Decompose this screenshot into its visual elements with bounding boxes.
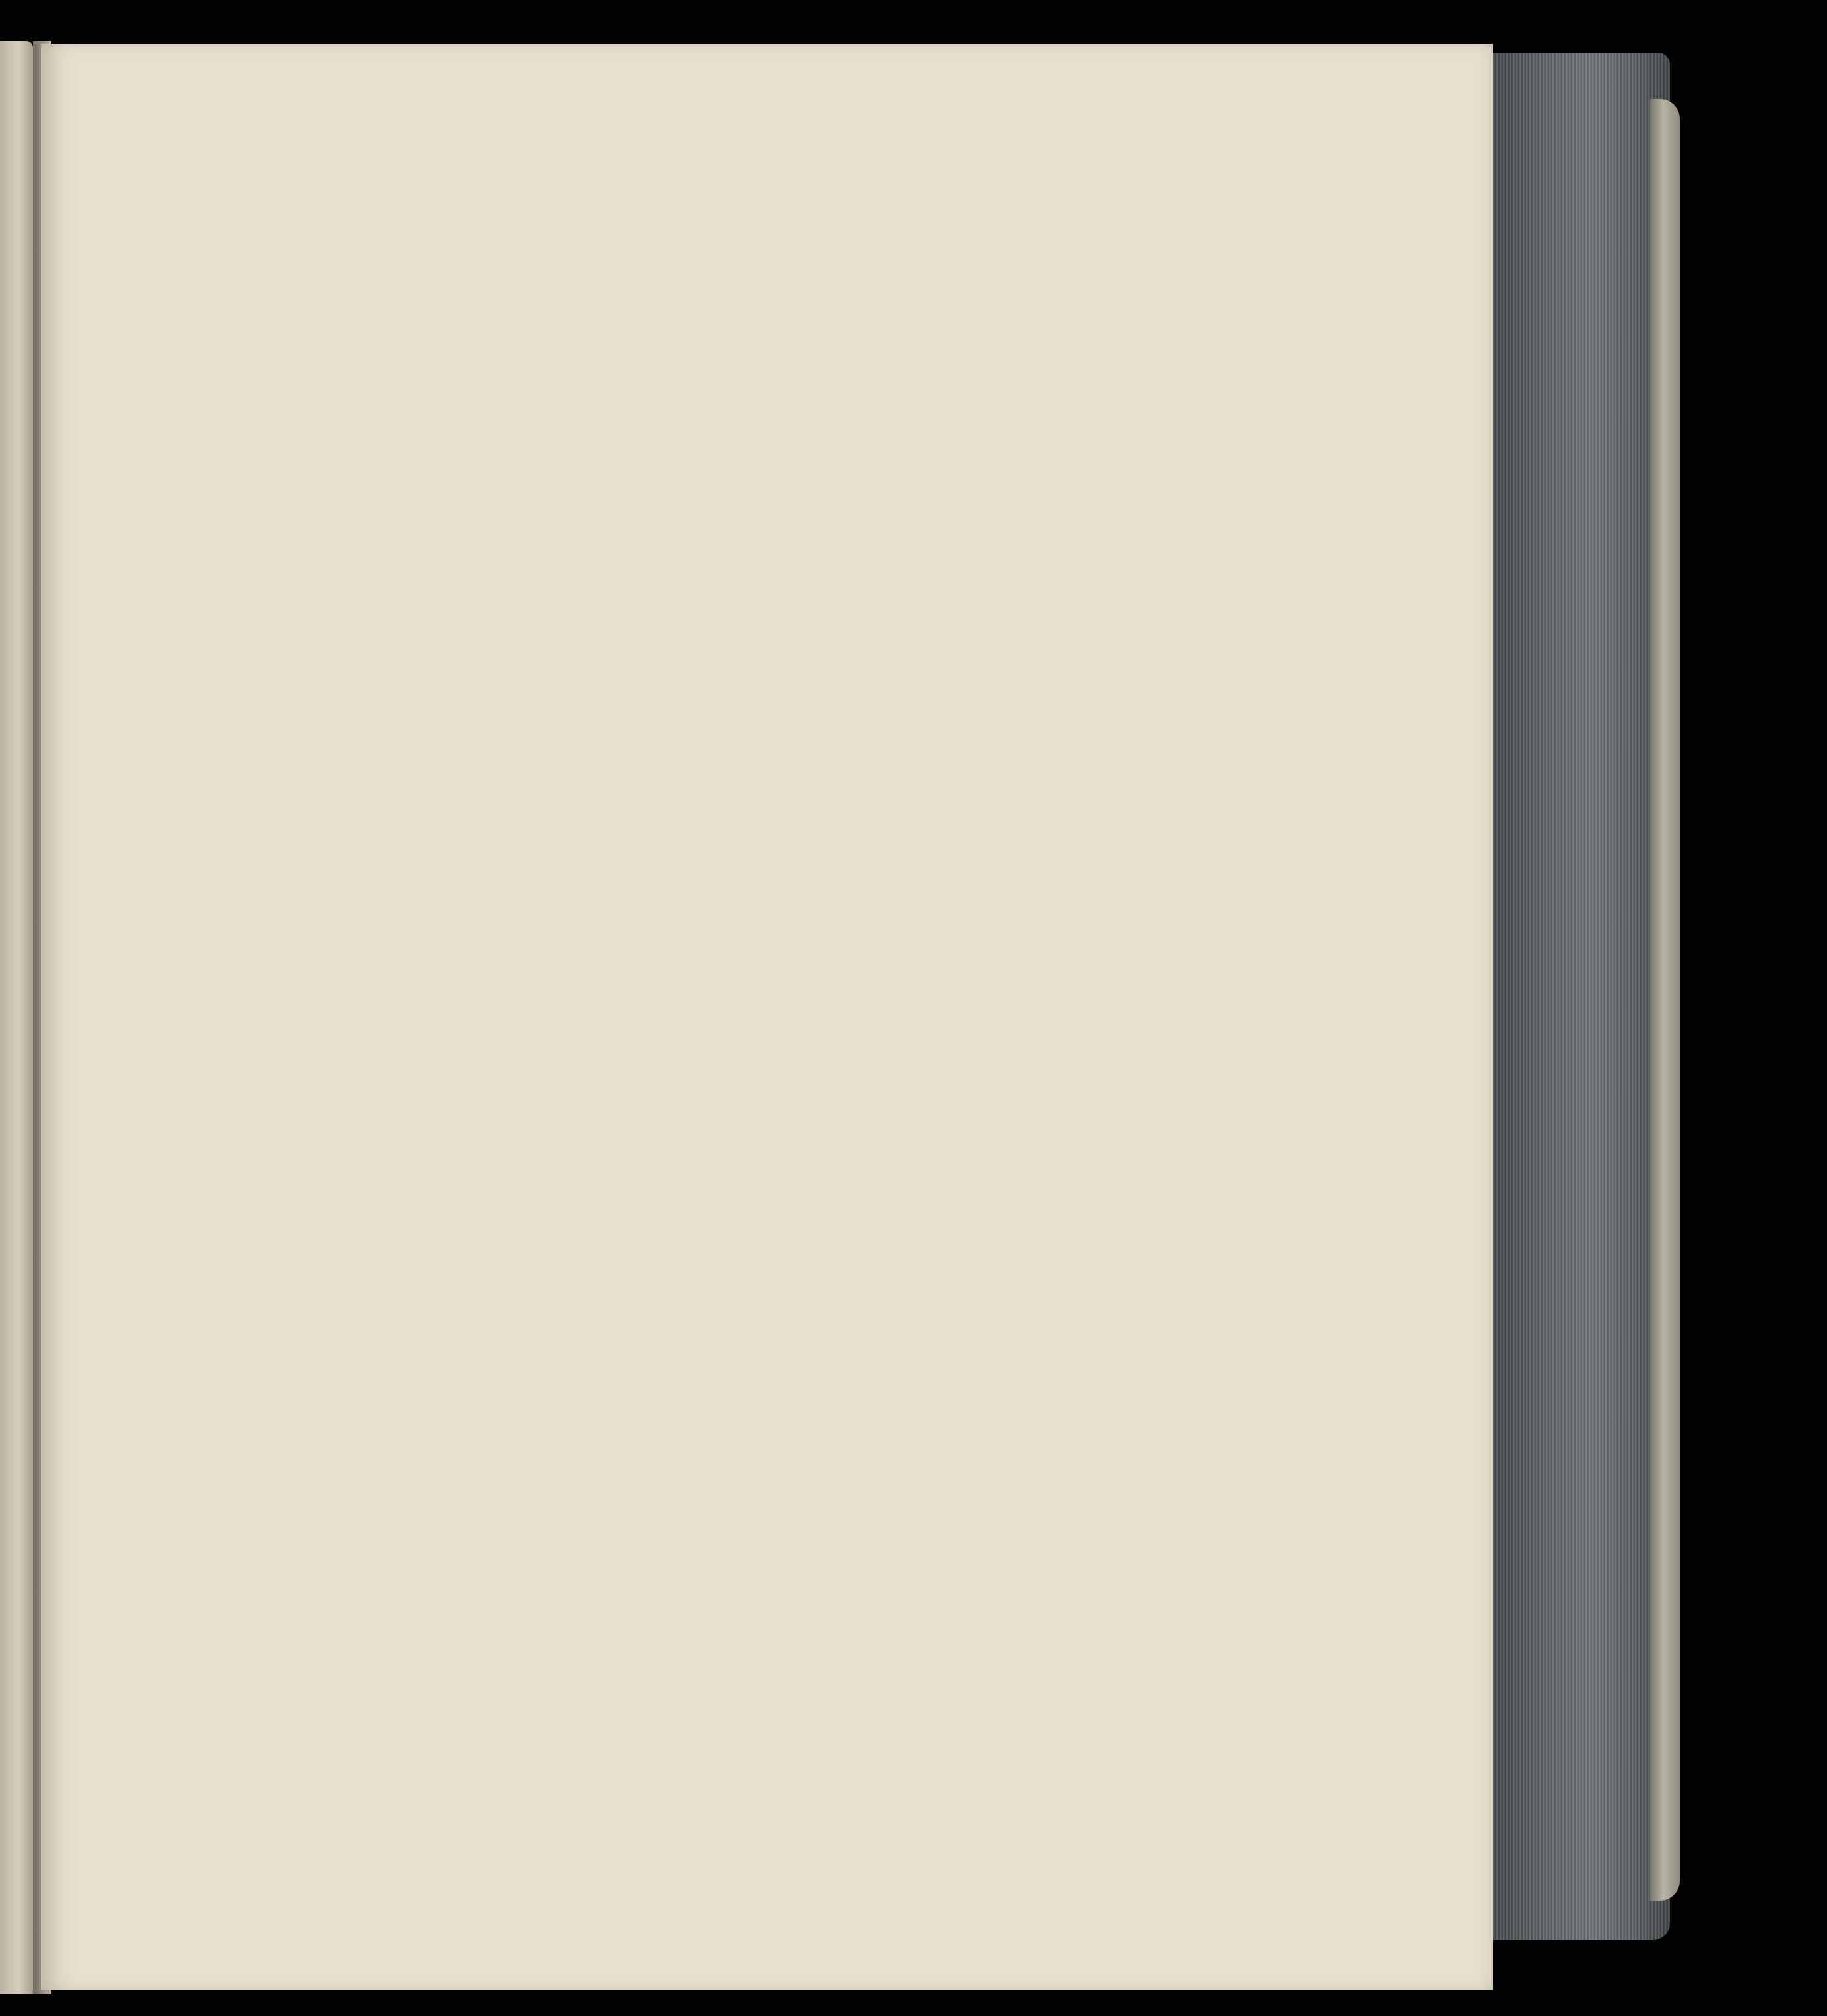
book-fore-edge bbox=[1493, 53, 1670, 1940]
book-page bbox=[41, 44, 1493, 1990]
book-cover-edge bbox=[1650, 99, 1680, 1901]
facing-page-edge bbox=[0, 41, 33, 1994]
running-head bbox=[277, 173, 1148, 226]
